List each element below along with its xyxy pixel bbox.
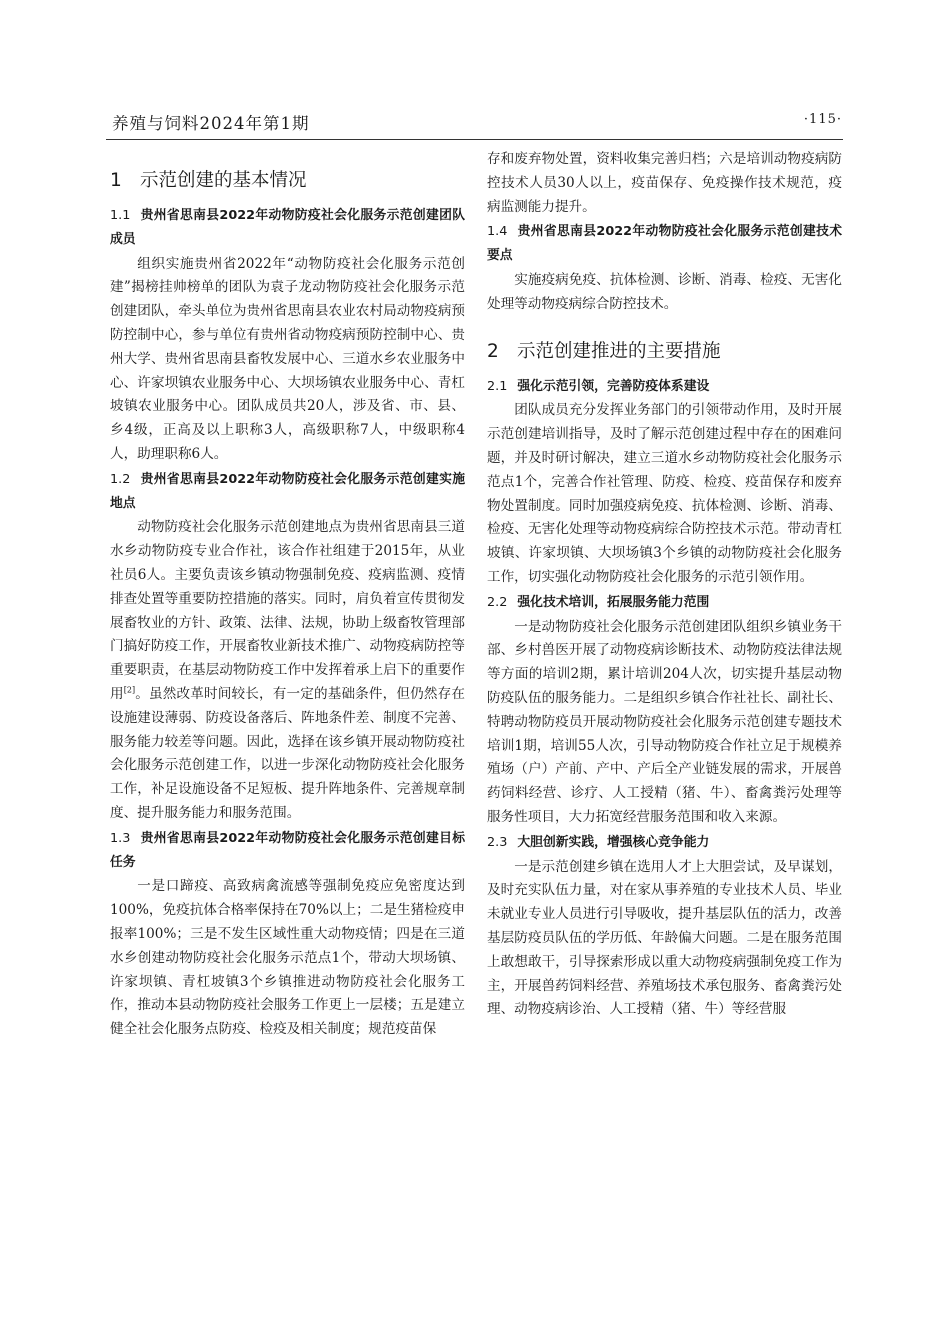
subsection-title: 贵州省思南县2022年动物防疫社会化服务示范创建目标任务 — [110, 830, 465, 870]
paragraph-text: 。虽然改革时间较长，有一定的基础条件，但仍然存在设施建设薄弱、防疫设备落后、阵地条件差、制度不完善、服务能力较差等问题。因此，选择在该乡镇开展动物防疫社会化服务示范创建工作，以进一步深化动物防疫社会化服务工作，补足设施设备不足短板、提升阵地条件、完善规章制度、提升服务能力和服务范围。 — [110, 685, 466, 821]
subsection-1-1-heading — [110, 204, 465, 252]
section-2-heading — [487, 337, 842, 367]
subsection-title: 强化示范引领，完善防疫体系建设 — [517, 378, 710, 394]
section-1-heading — [110, 166, 465, 196]
subsection-number: 2.3 — [487, 834, 508, 850]
section-title: 示范创建的基本情况 — [140, 170, 307, 191]
paragraph-1-1: 组织实施贵州省2022年“动物防疫社会化服务示范创建”揭榜挂帅榜单的团队为袁子龙动物防疫社会化服务示范创建团队，牵头单位为贵州省思南县农业农村局动物疫病预防控制中心，参与单位有贵州省动物疫病预防控制中心、贵州大学、贵州省思南县畜牧发展中心、三道水乡农业服务中心、许家坝镇农业服务中心、大坝场镇农业服务中心、青杠坡镇农业服务中心。团队成员共20人，涉及省、市、县、乡4级，正高及以上职称3人，高级职称7人，中级职称4人，助理职称6人。 — [110, 255, 465, 462]
header-rule — [106, 139, 843, 140]
paragraph-2-3: 一是示范创建乡镇在选用人才上大胆尝试，及早谋划，及时充实队伍力量，对在家从事养殖的专业技术人员、毕业未就业专业人员进行引导吸收，提升基层队伍的活力，改善基层防疫员队伍的学历低、年龄偏大问题。二是在服务范围上敢想敢干，引导探索形成以重大动物疫病强制免疫工作为主，开展兽药饲料经营、养殖场技术承包服务、畜禽粪污处理、动物疫病诊治、人工授精（猪、牛）等经营服 — [487, 858, 842, 1018]
subsection-number: 1.1 — [110, 208, 131, 223]
section-number: 2 — [487, 340, 499, 362]
subsection-2-3-heading — [487, 831, 842, 855]
paragraph-1-3-continued: 存和废弃物处置，资料收集完善归档；六是培训动物疫病防控技术人员30人以上，疫苗保存、免疫操作技术规范，疫病监测能力提升。 — [487, 151, 842, 215]
subsection-1-2-heading — [110, 468, 465, 516]
citation-ref[interactable]: [2] — [123, 685, 136, 695]
subsection-number: 1.3 — [110, 830, 131, 846]
right-column — [487, 148, 842, 1022]
subsection-number: 2.1 — [487, 378, 508, 394]
paragraph-1-4: 实施疫病免疫、抗体检测、诊断、消毒、检疫、无害化处理等动物疫病综合防控技术。 — [487, 271, 842, 312]
subsection-number: 2.2 — [487, 594, 508, 610]
subsection-1-3-heading — [110, 827, 465, 875]
section-title: 示范创建推进的主要措施 — [517, 340, 721, 362]
left-column — [110, 148, 465, 1042]
paragraph-2-1: 团队成员充分发挥业务部门的引领带动作用，及时开展示范创建培训指导，及时了解示范创建过程中存在的困难问题，并及时研讨解决，建立三道水乡动物防疫社会化服务示范点1个，完善合作社管理、防疫、检疫、疫苗保存和废弃物处置制度。同时加强疫病免疫、抗体检测、诊断、消毒、检疫、无害化处理等动物疫病综合防控技术示范。带动青杠坡镇、许家坝镇、大坝场镇3个乡镇的动物防疫社会化服务工作，切实强化动物防疫社会化服务的示范引领作用。 — [487, 402, 842, 585]
subsection-2-2-heading — [487, 591, 842, 615]
subsection-2-1-heading — [487, 375, 842, 399]
subsection-title: 贵州省思南县2022年动物防疫社会化服务示范创建技术要点 — [487, 224, 842, 264]
paragraph-1-2 — [110, 516, 465, 825]
running-header — [112, 110, 842, 136]
subsection-title: 贵州省思南县2022年动物防疫社会化服务示范创建团队成员 — [110, 208, 465, 247]
subsection-number: 1.4 — [487, 224, 508, 240]
subsection-number: 1.2 — [110, 471, 131, 487]
paragraph-2-2: 一是动物防疫社会化服务示范创建团队组织乡镇业务干部、乡村兽医开展了动物疫病诊断技术、动物防疫法律法规等方面的培训2期，累计培训204人次，切实提升基层动物防疫队伍的服务能力。二是组织乡镇合作社社长、副社长、特聘动物防疫员开展动物防疫社会化服务示范创建专题技术培训1期，培训55人次，引导动物防疫合作社立足于规模养殖场（户）产前、产中、产后全产业链发展的需求，开展兽药饲料经营、诊疗、人工授精（猪、牛）、畜禽粪污处理等服务性项目，大力拓宽经营服务范围和收入来源。 — [487, 618, 842, 825]
subsection-title: 贵州省思南县2022年动物防疫社会化服务示范创建实施地点 — [110, 471, 465, 511]
subsection-1-4-heading — [487, 220, 842, 268]
journal-title: 养殖与饲料2024年第1期 — [112, 114, 310, 133]
paragraph-1-3: 一是口蹄疫、高致病禽流感等强制免疫应免密度达到100%，免疫抗体合格率保持在70%以上；二是生猪检疫申报率100%；三是不发生区域性重大动物疫情；四是在三道水乡创建动物防疫社会化服务示范点1个，带动大坝场镇、许家坝镇、青杠坡镇3个乡镇推进动物防疫社会化服务工作，推动本县动物防疫社会服务工作更上一层楼；五是建立健全社会化服务点防疫、检疫及相关制度；规范疫苗保 — [110, 878, 465, 1038]
page-number: ·115· — [803, 112, 842, 127]
paragraph-text: 动物防疫社会化服务示范创建地点为贵州省思南县三道水乡动物防疫专业合作社，该合作社组建于2015年，从业社员6人。主要负责该乡镇动物强制免疫、疫病监测、疫情排查处置等重要防控措施的落实。同时，肩负着宣传贯彻发展畜牧业的方针、政策、法律、法规，协助上级畜牧管理部门搞好防疫工作，开展畜牧业新技术推广、动物疫病防控等重要职责，在基层动物防疫工作中发挥着承上启下的重要作用 — [110, 519, 465, 702]
section-number: 1 — [110, 170, 122, 191]
subsection-title: 大胆创新实践，增强核心竞争能力 — [517, 834, 710, 850]
subsection-title: 强化技术培训，拓展服务能力范围 — [517, 594, 710, 610]
